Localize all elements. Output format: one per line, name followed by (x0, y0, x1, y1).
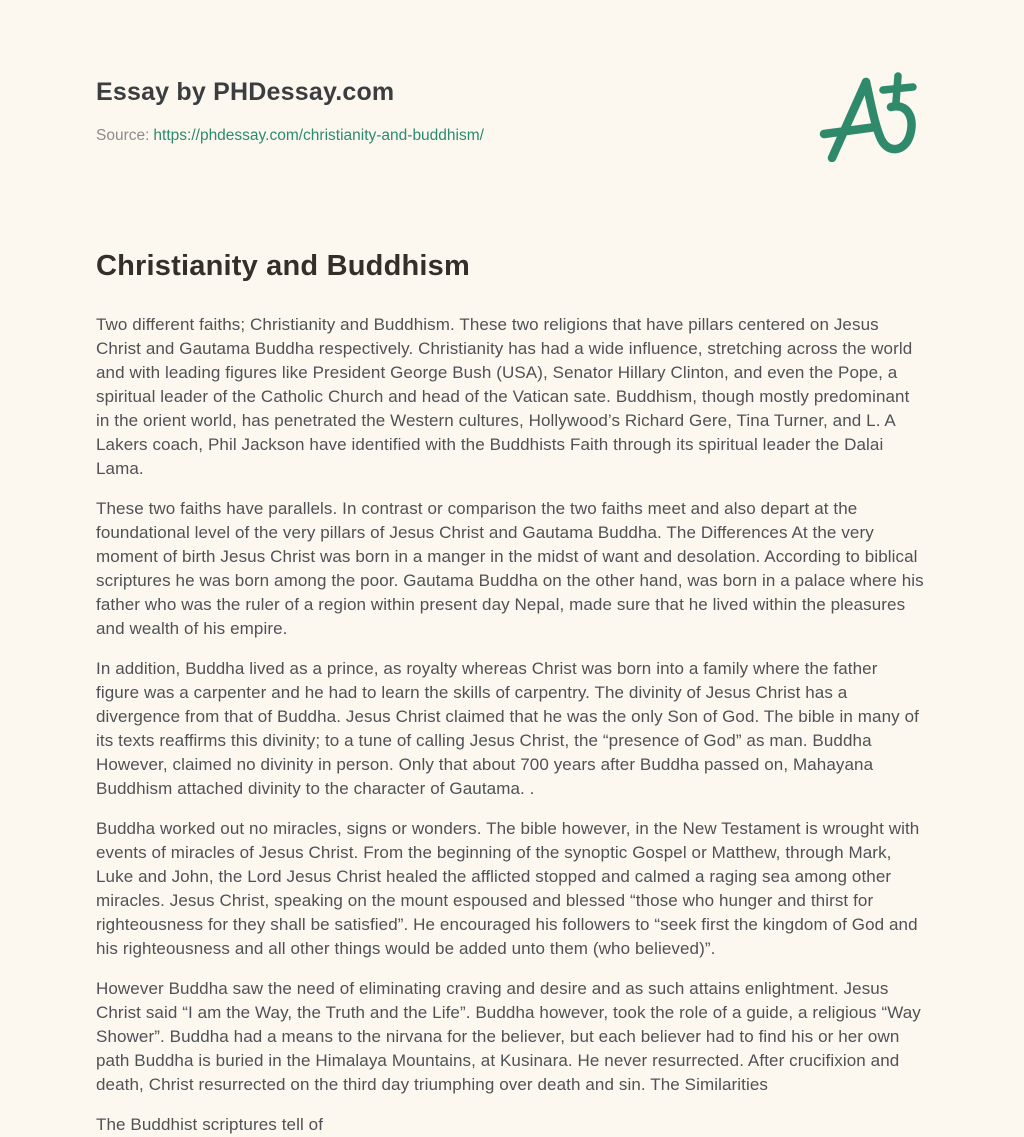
essay-paragraph: Two different faiths; Christianity and Buddhism. These two religions that have pillars centered on Jesus Christ and Gautama Buddha respectively. Christianity has had a wide influence, stretching across the world and with leading figures like President George Bush (USA), Senator Hillary Clinton, and even the Pope, a spiritual leader of the Catholic Church and head of the Vatican sate. Buddhism, though mostly predominant in the orient world, has penetrated the Western cultures, Hollywood’s Richard Gere, Tina Turner, and L. A Lakers coach, Phil Jackson have identified with the Buddhists Faith through its spiritual leader the Dalai Lama. (96, 315, 913, 478)
essay-title: Christianity and Buddhism (96, 250, 470, 282)
essay-body (96, 313, 925, 1137)
phdessay-a-plus-logo-icon (819, 70, 925, 162)
essay-paragraph: In addition, Buddha lived as a prince, as royalty whereas Christ was born into a family where the father figure was a carpenter and he had to learn the skills of carpentry. The divinity of Jesus Christ has a divergence from that of Buddha. Jesus Christ claimed that he was the only Son of God. The bible in many of its texts reaffirms this divinity; to a tune of calling Jesus Christ, the “presence of God” as man. Buddha However, claimed no divinity in person. Only that about 700 years after Buddha passed on, Mahayana Buddhism attached divinity to the character of Gautama. . (96, 659, 919, 798)
source-url-link[interactable]: https://phdessay.com/christianity-and-buddhism/ (153, 127, 484, 144)
source-label: Source: (96, 127, 150, 144)
essay-paragraph: However Buddha saw the need of eliminating craving and desire and as such attains enlightment. Jesus Christ said “I am the Way, the Truth and the Life”. Buddha however, took the role of a guide, a religious “Way Shower”. Buddha had a means to the nirvana for the believer, but each believer had to find his or her own path Buddha is buried in the Himalaya Mountains, at Kusinara. He never resurrected. After crucifixion and death, Christ resurrected on the third day triumphing over death and sin. The Similarities (96, 979, 921, 1094)
site-header-title: Essay by PHDessay.com (96, 78, 395, 106)
page-header (96, 76, 925, 162)
essay-paragraph: Buddha worked out no miracles, signs or wonders. The bible however, in the New Testament is wrought with events of miracles of Jesus Christ. From the beginning of the synoptic Gospel or Matthew, through Mark, Luke and John, the Lord Jesus Christ healed the afflicted stopped and calmed a raging sea among other miracles. Jesus Christ, speaking on the mount espoused and blessed “those who hunger and thirst for righteousness for they shall be satisfied”. He encouraged his followers to “seek first the kingdom of God and his righteousness and all other things would be added unto them (who believed)”. (96, 819, 920, 958)
header-text-block (96, 76, 484, 145)
essay-paragraph: The Buddhist scriptures tell of (96, 1115, 324, 1134)
essay-paragraph: These two faiths have parallels. In contrast or comparison the two faiths meet and also depart at the foundational level of the very pillars of Jesus Christ and Gautama Buddha. The Differences At the very moment of birth Jesus Christ was born in a manger in the midst of want and desolation. According to biblical scriptures he was born among the poor. Gautama Buddha on the other hand, was born in a palace where his father who was the ruler of a region within present day Nepal, made sure that he lived within the pleasures and wealth of his empire. (96, 499, 924, 638)
source-line (96, 127, 484, 145)
